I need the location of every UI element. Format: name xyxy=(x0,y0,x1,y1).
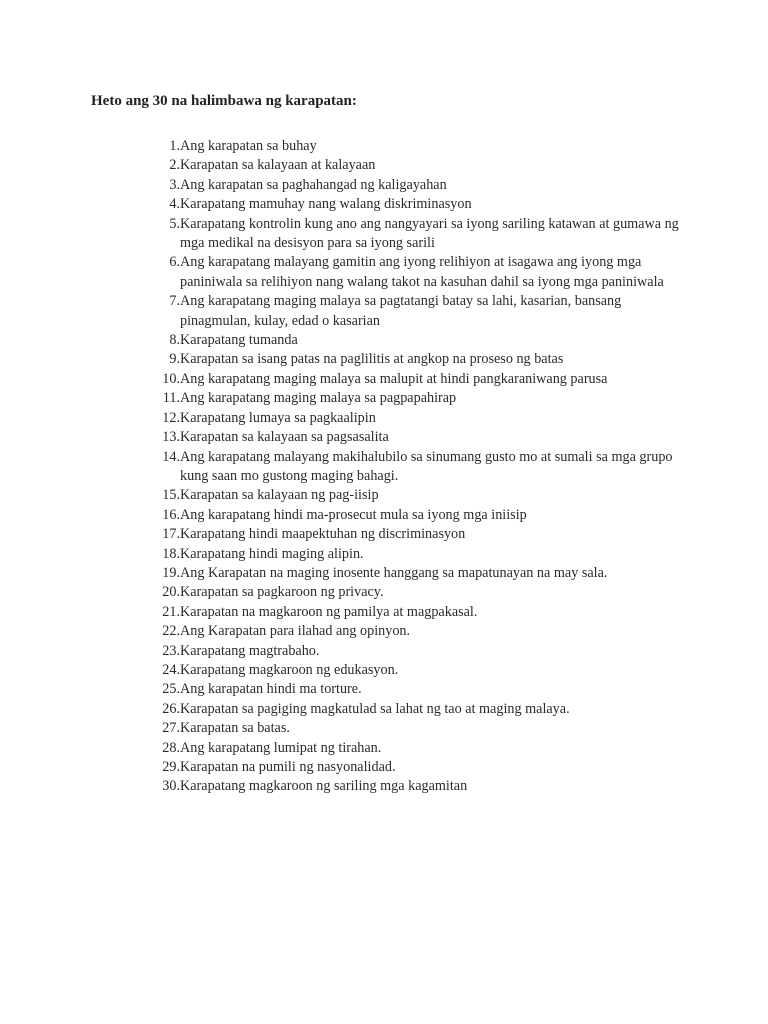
list-item xyxy=(146,292,686,331)
list-item-number: 15. xyxy=(162,487,180,504)
list-item-text: Ang karapatan hindi ma torture. xyxy=(180,681,362,698)
list-item-number: 19. xyxy=(162,564,180,581)
list-item-number: 22. xyxy=(162,623,180,640)
list-item-number: 14. xyxy=(162,448,180,465)
list-item xyxy=(146,583,686,602)
list-item-text: Karapatan sa kalayaan sa pagsasalita xyxy=(180,429,389,446)
list-item-text: Ang Karapatan para ilahad ang opinyon. xyxy=(180,623,411,640)
list-item-number: 7. xyxy=(169,293,180,310)
list-item-text: Ang Karapatan na maging inosente hanggang sa mapatunayan na may sala. xyxy=(180,564,608,581)
list-item xyxy=(146,622,686,641)
list-item-number: 5. xyxy=(169,215,180,232)
list-item-number: 28. xyxy=(162,739,180,756)
list-item-text: Karapatang lumaya sa pagkaalipin xyxy=(180,409,376,426)
list-item xyxy=(146,331,686,350)
list-item-number: 29. xyxy=(162,759,180,775)
list-item-number: 6. xyxy=(169,254,180,271)
list-item-text: Karapatan sa isang patas na paglilitis at angkop na proseso ng batas xyxy=(180,351,564,368)
list-item xyxy=(146,137,686,156)
list-item-text: Ang karapatang malayang makihalubilo sa sinumang gusto mo at sumali sa mga grupo kung saan mo gustong maging bahagi. xyxy=(180,448,673,484)
list-item-text: Karapatang kontrolin kung ano ang nangyayari sa iyong sariling katawan at gumawa ng mga medikal na desisyon para sa iyong sarili xyxy=(180,215,679,252)
list-item xyxy=(146,350,686,369)
list-item-number: 25. xyxy=(162,681,180,698)
list-item-text: Ang karapatan sa paghahangad ng kaligayahan xyxy=(180,176,447,193)
list-item xyxy=(146,156,686,175)
list-item-number: 11. xyxy=(162,390,180,407)
list-item xyxy=(146,215,686,254)
list-item-number: 9. xyxy=(169,351,180,368)
list-item-number: 4. xyxy=(169,196,180,213)
list-item-text: Ang karapatang lumipat ng tirahan. xyxy=(180,739,382,756)
list-item-number: 20. xyxy=(162,584,180,601)
list-item-text: Karapatang hindi maapektuhan ng discriminasyon xyxy=(180,526,466,543)
list-item xyxy=(146,176,686,195)
list-item xyxy=(146,389,686,408)
list-item-text: Karapatang mamuhay nang walang diskriminasyon xyxy=(180,196,472,213)
list-item-text: Karapatang magkaroon ng sariling mga kagamitan xyxy=(180,778,468,795)
list-item-text: Ang karapatang malayang gamitin ang iyong relihiyon at isagawa ang iyong mga paniniwala sa relihiyon nang walang takot na kasuhan dahil sa iyong mga paniniwala xyxy=(180,254,664,290)
list-item xyxy=(146,564,686,583)
list-item xyxy=(146,409,686,428)
list-item xyxy=(146,428,686,447)
list-item xyxy=(146,448,686,487)
list-item xyxy=(146,777,686,796)
list-item-number: 18. xyxy=(162,545,180,562)
list-item xyxy=(146,525,686,544)
list-item-number: 23. xyxy=(162,642,180,659)
list-item-text: Ang karapatang maging malaya sa pagpapahirap xyxy=(180,390,457,407)
list-item-text: Ang karapatang hindi ma-prosecut mula sa iyong mga iniisip xyxy=(180,506,527,523)
list-item-number: 24. xyxy=(162,661,180,678)
list-item xyxy=(146,700,686,719)
rights-list xyxy=(146,137,686,797)
list-item xyxy=(146,642,686,661)
list-item-number: 16. xyxy=(162,506,180,523)
list-item-number: 8. xyxy=(169,332,180,349)
list-item xyxy=(146,486,686,505)
list-item xyxy=(146,506,686,525)
list-item xyxy=(146,370,686,389)
list-item xyxy=(146,661,686,680)
list-item-text: Karapatan sa pagkaroon ng privacy. xyxy=(180,584,384,601)
list-item-text: Karapatang magkaroon ng edukasyon. xyxy=(180,661,399,678)
list-item-text: Ang karapatang maging malaya sa malupit at hindi pangkaraniwang parusa xyxy=(180,370,608,387)
list-item-number: 21. xyxy=(162,603,180,620)
list-item-number: 26. xyxy=(162,700,180,717)
list-item-text: Karapatang hindi maging alipin. xyxy=(180,545,364,562)
list-item-text: Karapatan sa pagiging magkatulad sa lahat ng tao at maging malaya. xyxy=(180,700,570,717)
list-item-text: Karapatan sa kalayaan ng pag-iisip xyxy=(180,487,379,504)
list-item-text: Karapatang tumanda xyxy=(180,332,298,349)
list-item-text: Karapatan na magkaroon ng pamilya at magpakasal. xyxy=(180,603,478,620)
page-title: Heto ang 30 na halimbawa ng karapatan: xyxy=(91,93,357,109)
list-item-text: Ang karapatan sa buhay xyxy=(180,138,317,154)
list-item xyxy=(146,545,686,564)
list-item-number: 13. xyxy=(162,429,180,446)
list-item xyxy=(146,739,686,758)
list-item-text: Karapatang magtrabaho. xyxy=(180,642,320,659)
list-item xyxy=(146,195,686,214)
list-item-number: 10. xyxy=(162,370,180,387)
list-item-number: 2. xyxy=(169,157,180,174)
list-item xyxy=(146,758,686,777)
list-item-text: Karapatan sa batas. xyxy=(180,720,290,737)
list-item-number: 17. xyxy=(162,526,180,543)
list-item xyxy=(146,719,686,738)
list-item-text: Ang karapatang maging malaya sa pagtatangi batay sa lahi, kasarian, bansang pinagmulan, kulay, edad o kasarian xyxy=(180,293,622,329)
list-item-number: 30. xyxy=(162,778,180,795)
list-item xyxy=(146,253,686,292)
list-item-number: 3. xyxy=(169,176,180,193)
list-item-text: Karapatan sa kalayaan at kalayaan xyxy=(180,157,376,174)
list-item xyxy=(146,680,686,699)
list-item-number: 1. xyxy=(169,138,180,154)
list-item xyxy=(146,603,686,622)
list-item-number: 27. xyxy=(162,720,180,737)
list-item-number: 12. xyxy=(162,409,180,426)
list-item-text: Karapatan na pumili ng nasyonalidad. xyxy=(180,759,396,775)
